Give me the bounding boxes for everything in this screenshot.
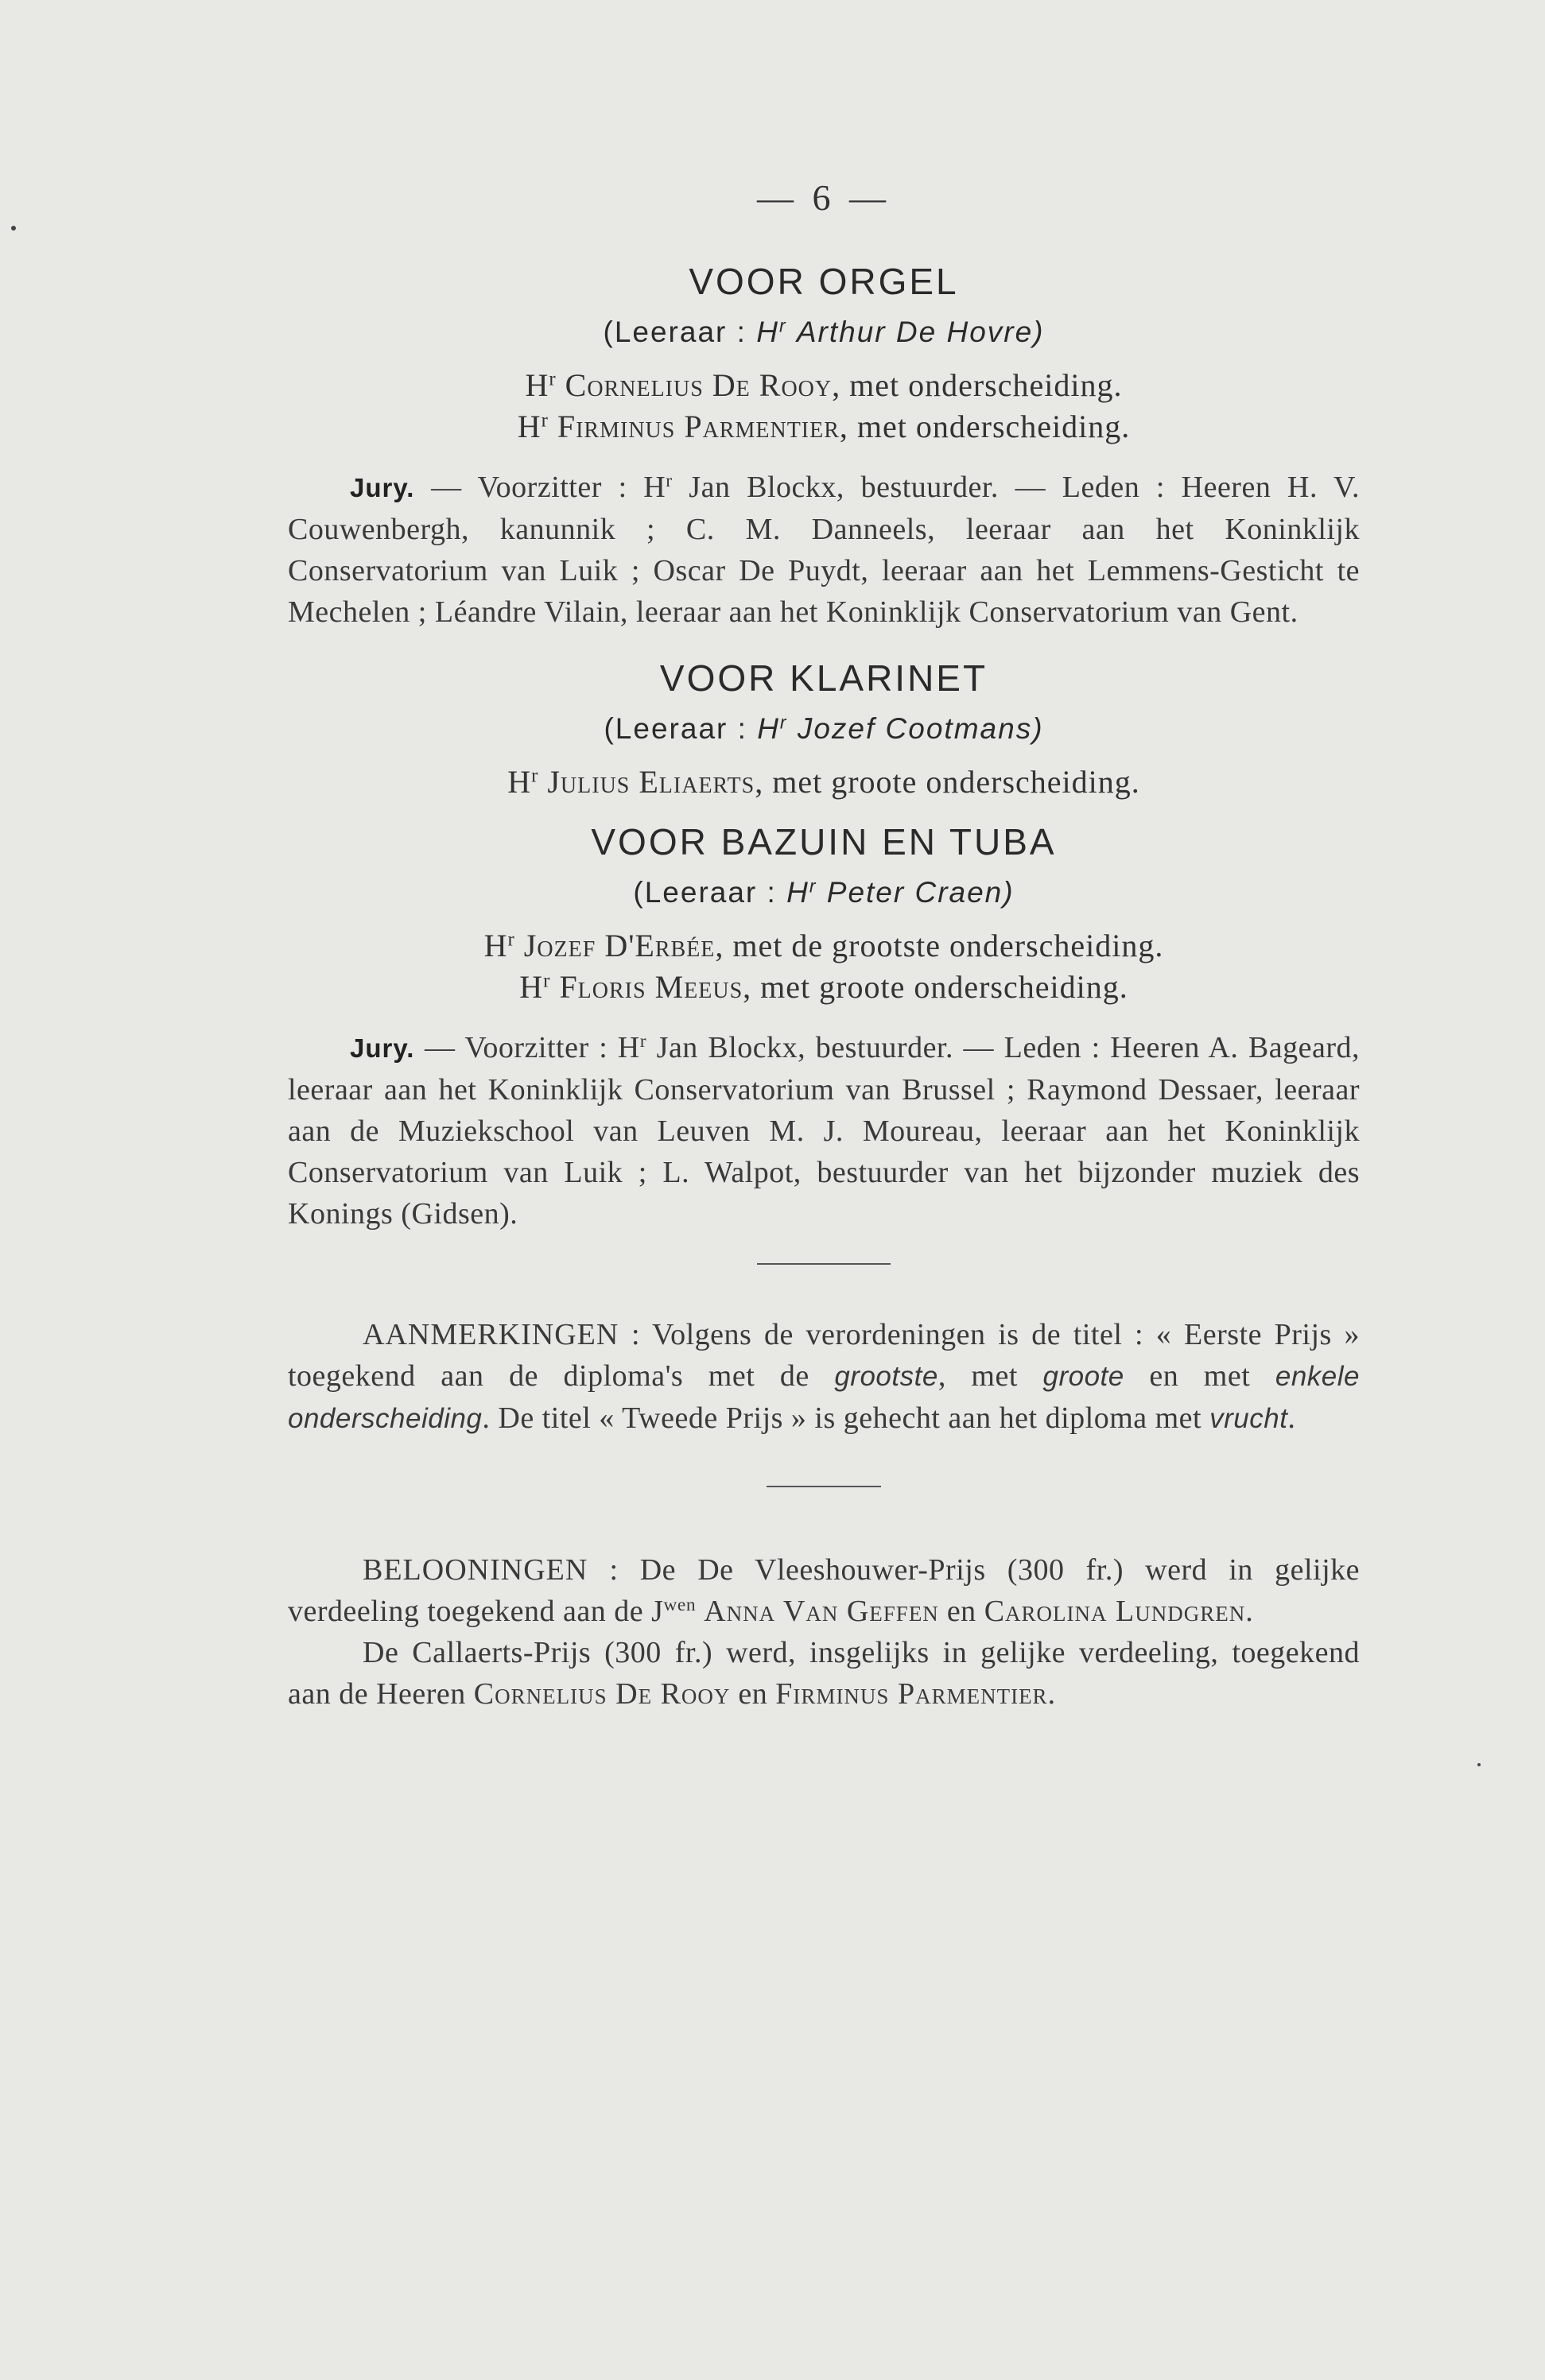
student-name: Julius Eliaerts [547, 764, 755, 800]
award-line: $H^r$ Floris Meeus, met groote onderscheiding. [519, 969, 1128, 1005]
teacher-prefix: (Leeraar : [604, 712, 747, 745]
jury-label: Jury. [350, 473, 415, 502]
teacher-line [288, 876, 1360, 909]
jury-label: Jury. [350, 1033, 415, 1063]
belooningen-paragraph: BELOONINGEN : De De Vleeshouwer-Prijs (300 fr.) werd in gelijke verdeeling toegekend aan de $J^{wen}$ Anna Van Geffen en Carolina Lundgren. [288, 1553, 1360, 1628]
jury-paragraph: Jury. — Voorzitter : $H^r$ Jan Blockx, bestuurder. — Leden : Heeren A. Bageard, leeraar aan het Koninklijk Conservatorium van Brussel ; Raymond Dessaer, leeraar aan de Muziekschool van Leuven M. J. Moureau, leeraar aan het Koninklijk Conservatorium van Luik ; L. Walpot, bestuurder van het bijzonder muziek des Konings (Gidsen). [288, 1031, 1360, 1231]
teacher-prefix: (Leeraar : [603, 316, 747, 348]
awards-list [288, 365, 1360, 448]
prize-winner: Cornelius De Rooy [473, 1677, 731, 1711]
award-line: $H^r$ Jozef D'Erbée, met de grootste onderscheiding. [483, 928, 1164, 963]
scan-speck [1477, 1763, 1481, 1766]
award-line: $H^r$ Cornelius De Rooy, met onderscheiding. [525, 367, 1123, 403]
scan-speck [11, 226, 16, 231]
student-name: Floris Meeus [559, 969, 743, 1005]
prize-winner: Carolina Lundgren [984, 1595, 1246, 1628]
teacher-name: Jozef Cootmans) [797, 712, 1044, 745]
callaerts-paragraph: De Callaerts-Prijs (300 fr.) werd, insgelijks in gelijke verdeeling, toegekend aan de Heeren Cornelius De Rooy en Firminus Parmentier. [288, 1636, 1360, 1711]
section-klarinet [288, 657, 1360, 803]
section-orgel [288, 260, 1360, 633]
teacher-prefix: (Leeraar : [633, 876, 777, 909]
teacher-name: Arthur De Hovre) [796, 316, 1045, 348]
prize-winner: Firminus Parmentier [775, 1677, 1048, 1711]
award-line: $H^r$ Firminus Parmentier, met onderscheiding. [517, 409, 1131, 444]
aanmerkingen-paragraph: AANMERKINGEN : Volgens de verordeningen is de titel : « Eerste Prijs » toegekend aan de diploma's met de grootste, met groote en met enkele onderscheiding. De titel « Tweede Prijs » is gehecht aan het diploma met vrucht. [288, 1318, 1360, 1435]
award-line: $H^r$ Julius Eliaerts, met groote onderscheiding. [507, 764, 1140, 800]
section-heading: VOOR KLARINET [659, 657, 988, 699]
awards-list [288, 925, 1360, 1008]
teacher-name: Peter Craen) [826, 876, 1015, 909]
teacher-title: $H^r$ [756, 315, 787, 348]
divider-rule [767, 1486, 881, 1487]
teacher-title: $H^r$ [786, 875, 817, 909]
belooningen-label: BELOONINGEN [363, 1553, 588, 1587]
divider-rule [757, 1263, 891, 1265]
section-bazuin-tuba [288, 820, 1360, 1235]
teacher-line [288, 712, 1360, 746]
awards-list [288, 762, 1360, 803]
page-number: — 6 — [757, 177, 891, 218]
jury-paragraph: Jury. — Voorzitter : $H^r$ Jan Blockx, bestuurder. — Leden : Heeren H. V. Couwenbergh, kanunnik ; C. M. Danneels, leeraar aan het Koninklijk Conservatorium van Luik ; Oscar De Puydt, leeraar aan het Lemmens-Gesticht te Mechelen ; Léandre Vilain, leeraar aan het Koninklijk Conservatorium van Gent. [288, 471, 1360, 629]
student-name: Cornelius De Rooy [565, 367, 833, 403]
text-column [288, 176, 1360, 1715]
student-name: Jozef D'Erbée [523, 928, 716, 963]
student-name: Firminus Parmentier [557, 409, 840, 444]
aanmerkingen-label: AANMERKINGEN [363, 1318, 619, 1351]
section-heading: VOOR BAZUIN EN TUBA [591, 821, 1057, 862]
teacher-title: $H^r$ [757, 711, 788, 745]
prize-winner: Anna Van Geffen [704, 1595, 939, 1628]
section-heading: VOOR ORGEL [689, 261, 959, 302]
teacher-line [288, 316, 1360, 349]
